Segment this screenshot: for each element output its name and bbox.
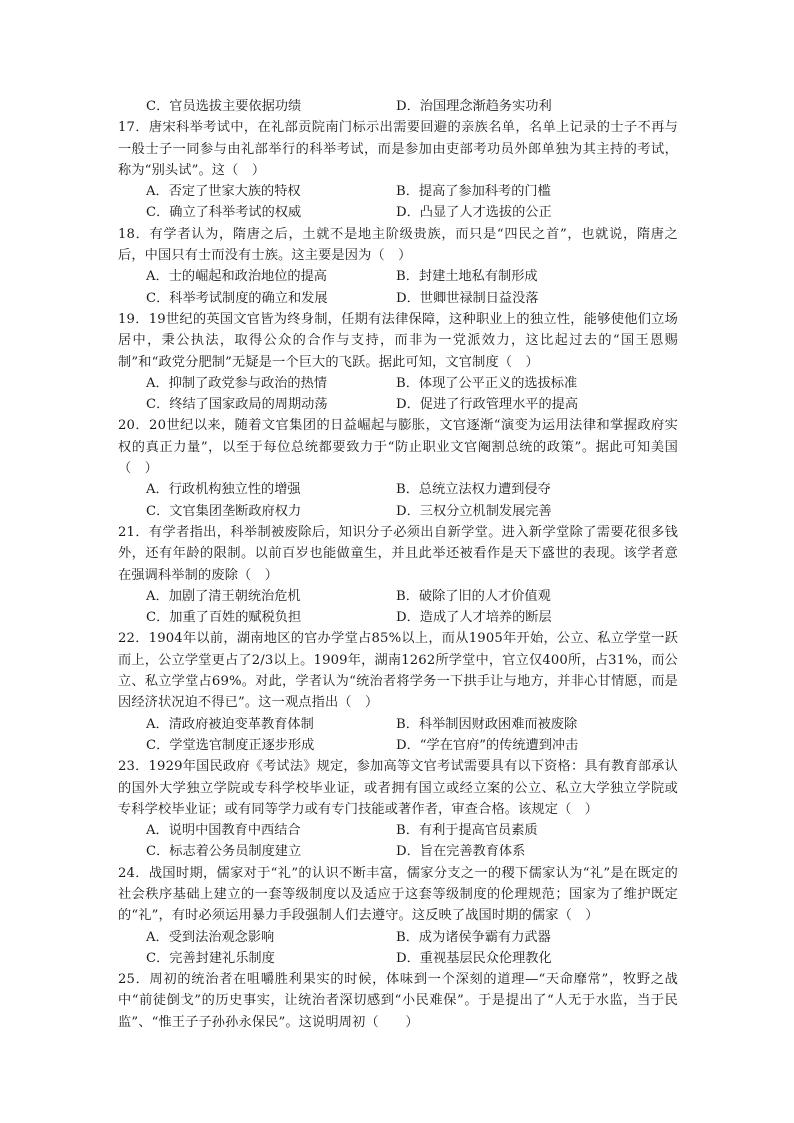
answer-options [118,714,678,757]
option-a[interactable]: A．行政机构独立性的增强 [146,482,301,498]
option-b[interactable]: B．体现了公平正义的选拔标准 [396,375,578,391]
option-a[interactable]: A．说明中国教育中西结合 [146,823,301,839]
question-22 [118,628,678,756]
option-d[interactable]: D．“学在官府”的传统遭到冲击 [396,737,579,753]
answer-options [118,586,678,629]
option-c[interactable]: C．终结了国家政局的周期动荡 [146,397,328,413]
option-d[interactable]: D．世卿世禄制日益没落 [396,290,539,306]
answer-options [118,479,678,522]
option-b[interactable]: B．提高了参加科考的门槛 [396,184,551,200]
option-a[interactable]: A．受到法治观念影响 [146,929,275,945]
option-c[interactable]: C．科举考试制度的确立和发展 [146,290,328,306]
option-d[interactable]: D．旨在完善教育体系 [396,844,526,860]
question-stem: 22．1904年以前，湖南地区的官办学堂占85%以上，而从1905年开始，公立、私立学堂一跃而上，公立学堂更占了2/3以上。1909年，湖南1262所学堂中，官立仅400所，占31%，而公立、私立学堂占69%。对此，学者认为“统治者将学务一下拱手让与地方，并非心甘情愿，而是因经济状况迫不得已”。这一观点指出（ ） [118,631,678,711]
question-stem: 21．有学者指出，科举制被废除后，知识分子必须出自新学堂。进入新学堂除了需要花很多钱外，还有年龄的限制。以前百岁也能做童生，并且此举还被看作是天下盛世的表现。该学者意在强调科举制的废除（ ） [118,524,678,583]
option-a[interactable]: A．抑制了政党参与政治的热情 [146,375,327,391]
question-stem: 24．战国时期，儒家对于“礼”的认识不断丰富，儒家分支之一的稷下儒家认为“礼”是在既定的社会秩序基础上建立的一套等级制度以及适应于这套等级制度的伦理规范；国家为了维护既定的“礼”，有时必须运用暴力手段强制人们去遵守。这反映了战国时期的儒家（ ） [118,865,678,924]
option-a[interactable]: A．否定了世家大族的特权 [146,184,301,200]
option-b[interactable]: B．破除了旧的人才价值观 [396,588,551,604]
question-20 [118,415,678,521]
option-c[interactable]: C．文官集团垄断政府权力 [146,503,302,519]
question-list [118,96,678,1033]
option-d[interactable]: D．促进了行政管理水平的提高 [396,397,579,413]
question-stem: 17．唐宋科举考试中，在礼部贡院南门标示出需要回避的亲族名单，名单上记录的士子不再与一般士子一同参与由礼部举行的科举考试，而是参加由吏部考功员外郎单独为其主持的考试，称为“别头试”。这（ ） [118,120,678,178]
option-c[interactable]: C．确立了科举考试的权威 [146,205,302,221]
option-c[interactable]: C．加重了百姓的赋税负担 [146,610,302,626]
question-stem: 19．19世纪的英国文官皆为终身制，任期有法律保障，这种职业上的独立性，能够使他们立场居中，秉公执法，取得公众的合作与支持，而非为一党派效力，这比起过去的“国王恩赐制”和“政党分肥制”无疑是一个巨大的飞跃。据此可知，文官制度（ ） [118,311,678,370]
answer-options [118,820,678,863]
question-19 [118,309,678,415]
option-c[interactable]: C．完善封建礼乐制度 [146,950,275,966]
option-a[interactable]: A．清政府被迫变革教育体制 [146,716,314,732]
answer-options [118,266,678,309]
option-c[interactable]: C．官员选拔主要依据功绩 [146,99,302,114]
option-a[interactable]: A．士的崛起和政治地位的提高 [146,269,327,285]
answer-options [118,927,678,970]
option-b[interactable]: B．科举制因财政困难而被废除 [396,716,578,732]
question-stem: 25．周初的统治者在咀嚼胜利果实的时候，体味到一个深刻的道理—“天命靡常”，牧野之战中“前徒倒戈”的历史事实，让统治者深切感到“小民难保”。于是提出了“人无于水监，当于民监”、“惟王子子孙孙永保民”。这说明周初（ ） [118,972,678,1030]
question-18 [118,224,678,309]
previous-question-options [118,96,678,117]
answer-options [118,181,678,224]
option-d[interactable]: D．重视基层民众伦理教化 [396,950,552,966]
question-17 [118,117,678,223]
question-23 [118,756,678,862]
question-stem: 18．有学者认为，隋唐之后，土就不是地主阶级贵族，而只是“四民之首”，也就说，隋唐之后，中国只有士而没有士族。这主要是因为（ ） [118,226,678,264]
option-b[interactable]: B．总统立法权力遭到侵夺 [396,482,551,498]
question-25 [118,969,678,1033]
question-stem: 23．1929年国民政府《考试法》规定，参加高等文官考试需要具有以下资格：具有教育部承认的国外大学独立学院或专科学校毕业证，或者拥有国立或经立案的公立、私立大学独立学院或专科学校毕业证；或有同等学力或有专门技能或著作者，审查合格。该规定（ ） [118,759,678,817]
option-c[interactable]: C．标志着公务员制度建立 [146,844,302,860]
option-b[interactable]: B．成为诸侯争霸有力武器 [396,929,551,945]
option-c[interactable]: C．学堂选官制度正逐步形成 [146,737,315,753]
option-d[interactable]: D．三权分立机制发展完善 [396,503,552,519]
option-a[interactable]: A．加剧了清王朝统治危机 [146,588,301,604]
question-stem: 20．20世纪以来，随着文官集团的日益崛起与膨胀，文官逐渐“演变为运用法律和掌握政府实权的真正力量”，以至于每位总统都要致力于“防止职业文官阉割总统的政策”。据此可知美国（ ） [118,418,678,477]
option-d[interactable]: D．造成了人才培养的断层 [396,610,552,626]
answer-options [118,373,678,416]
question-21 [118,522,678,628]
option-b[interactable]: B．封建土地私有制形成 [396,269,538,285]
question-24 [118,863,678,969]
option-d[interactable]: D．治国理念渐趋务实功利 [396,99,552,114]
option-d[interactable]: D．凸显了人才选拔的公正 [396,205,552,221]
option-b[interactable]: B．有利于提高官员素质 [396,823,538,839]
